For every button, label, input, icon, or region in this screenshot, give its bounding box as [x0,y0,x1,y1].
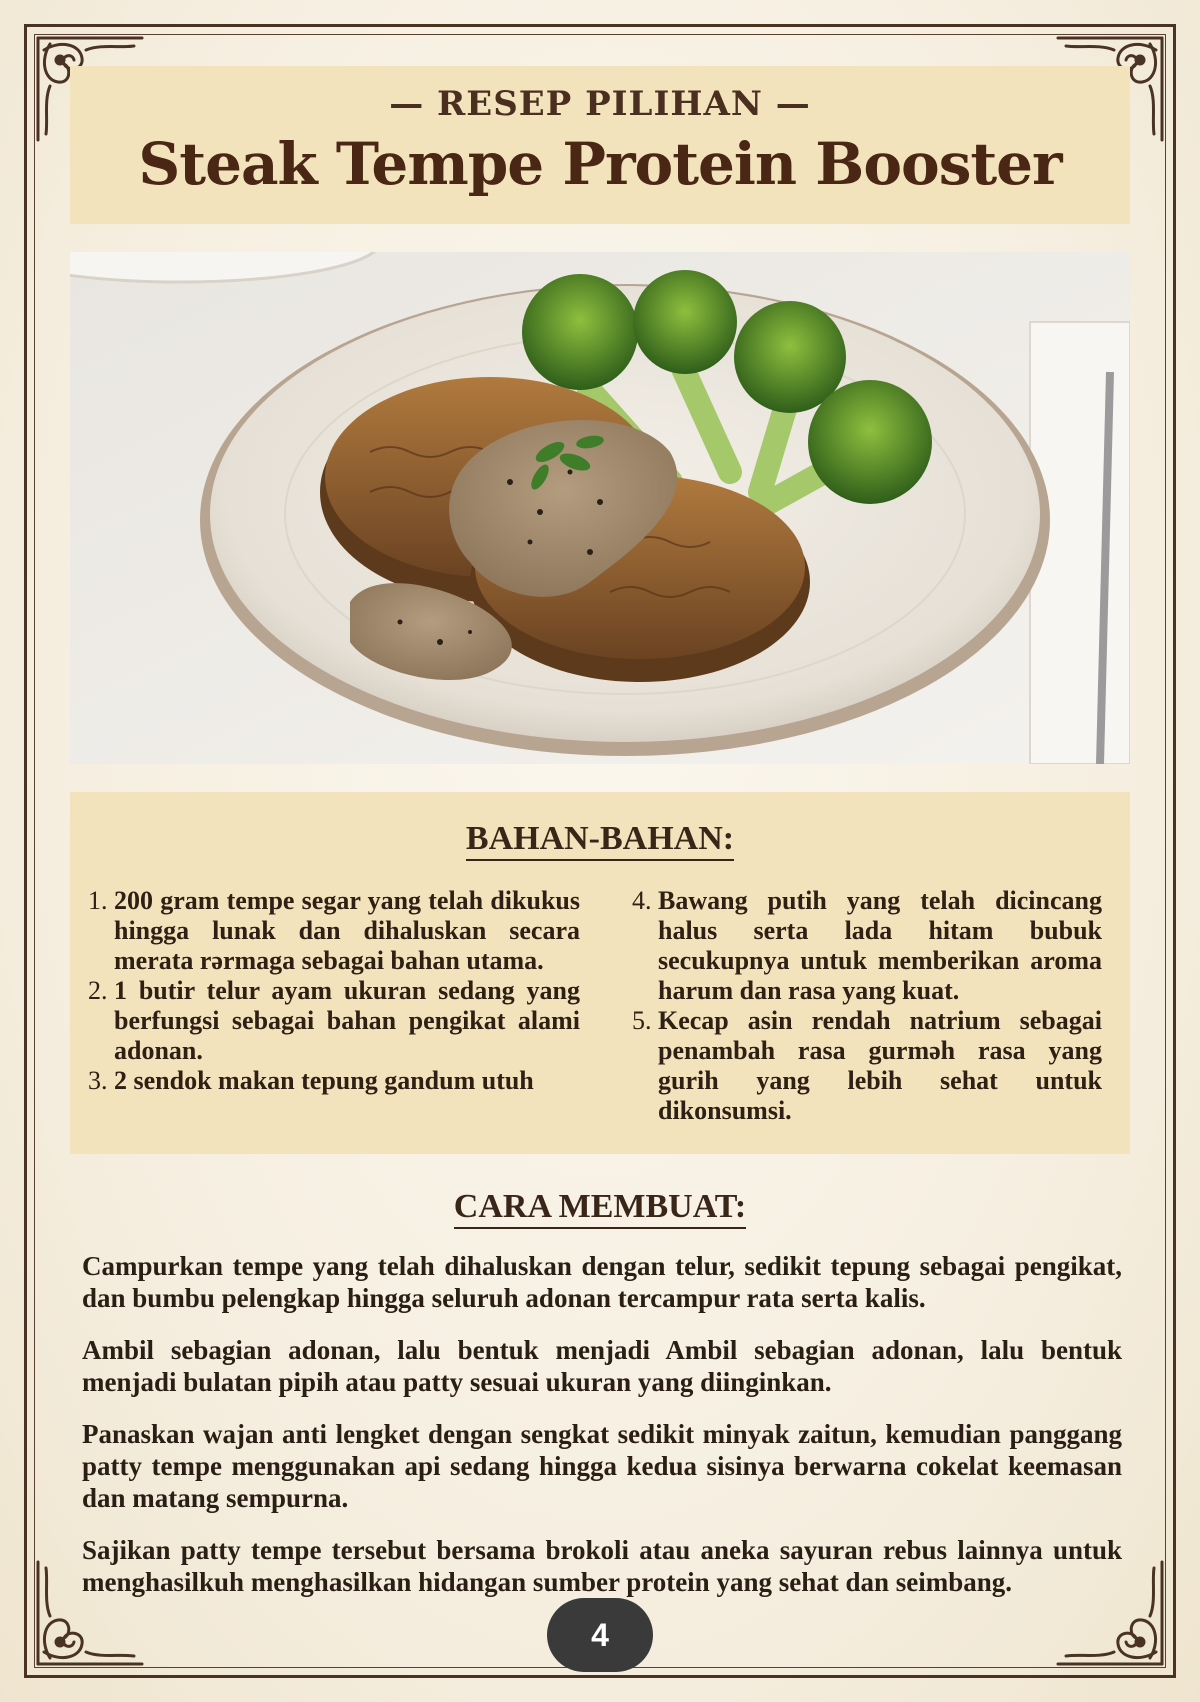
dish-photo [70,252,1130,764]
recipe-kicker: — RESEP PILIHAN — [389,84,811,124]
method-heading: CARA MEMBUAT: [0,1188,1200,1226]
ingredient-item: 3. 2 sendok makan tepung gandum utuh [88,1066,534,1095]
ingredient-item: 4. Bawang putih yang telah dicincang halus serta lada hitam bubuk secukupnya untuk memberikan aroma harum dan rasa yang kuat. [632,886,1102,1005]
method-steps [82,1250,1122,1618]
method-step: Ambil sebagian adonan, lalu bentuk menjadi Ambil sebagian adonan, lalu bentuk menjadi bulatan pipih atau patty sesuai ukuran yang diinginkan. [82,1335,1122,1397]
method-step: Panaskan wajan anti lengket dengan sengkat sedikit minyak zaitun, kemudian panggang patty tempe menggunakan api sedang hingga kedua sisinya berwarna cokelat keemasan dan matang sempurna. [82,1419,1122,1513]
header-band [70,66,1130,224]
method-step: Campurkan tempe yang telah dihaluskan dengan telur, sedikit tepung sebagai pengikat, dan bumbu pelengkap hingga seluruh adonan tercampur rata serta kalis. [82,1251,1122,1313]
ingredients-heading: BAHAN-BAHAN: [70,820,1130,858]
ingredients-list-left [88,886,580,1096]
method-step: Sajikan patty tempe tersebut bersama brokoli atau aneka sayuran rebus lainnya untuk menghasilkuh menghasilkan hidangan sumber protein yang sehat dan seimbang. [82,1535,1122,1597]
ingredients-panel [70,792,1130,1154]
page-number-badge: 4 [547,1598,653,1672]
ingredient-item: 1. 200 gram tempe segar yang telah dikukus hingga lunak dan dihaluskan secara merata rərmaga sebagai bahan utama. [88,886,580,975]
ingredients-list-right [632,886,1102,1126]
ingredient-item: 5. Kecap asin rendah natrium sebagai penambah rasa gurməh rasa yang gurih yang lebih sehat untuk dikonsumsi. [632,1006,1102,1125]
ingredient-item: 2. 1 butir telur ayam ukuran sedang yang berfungsi sebagai bahan pengikat alami adonan. [88,976,580,1065]
recipe-title: Steak Tempe Protein Booster [138,130,1062,198]
